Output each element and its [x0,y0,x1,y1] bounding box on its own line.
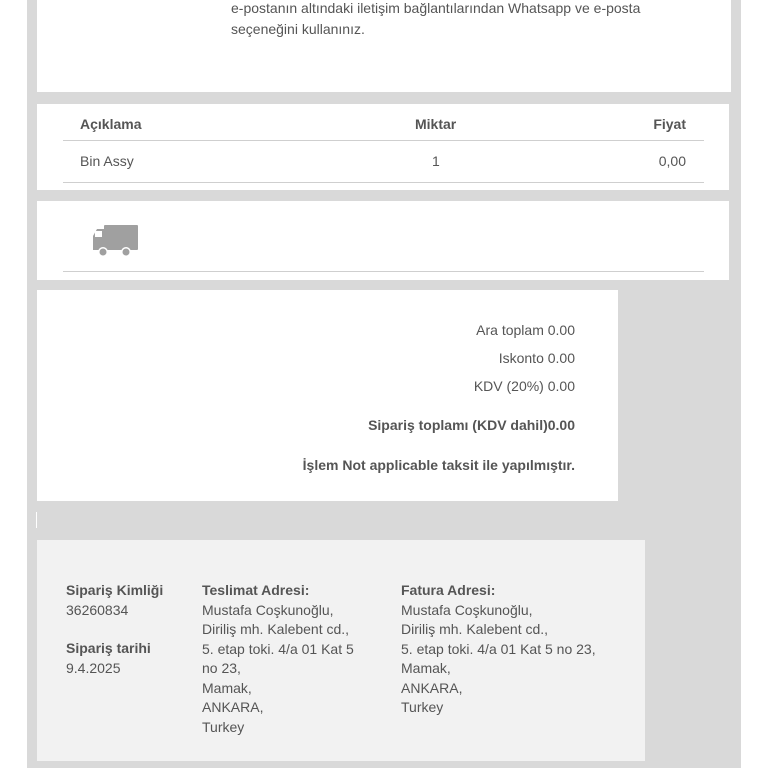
billing-address-line: ANKARA, [401,679,463,696]
discount: Iskonto 0.00 [498,350,575,366]
shipping-divider [63,271,704,272]
intro-text [231,0,701,40]
delivery-address-line: ANKARA, [202,699,264,715]
delivery-address-line: Mamak, [202,679,252,696]
header-price: Fiyat [653,116,686,132]
item-quantity: 1 [432,153,440,169]
billing-address-line: Diriliş mh. Kalebent cd., [401,621,549,637]
subtotal: Ara toplam 0.00 [476,322,575,338]
billing-address-line: Mamak, [401,660,451,676]
divider-mark [36,512,37,528]
delivery-address [202,581,387,737]
billing-address [401,581,641,718]
transaction-info: İşlem Not applicable taksit ile yapılmıştır. [302,457,575,473]
delivery-address-line: 5. etap toki. 4/a 01 Kat 5 [202,640,354,657]
item-description: Bin Assy [80,153,134,169]
truck-icon [92,223,138,264]
order-info-card [37,540,645,761]
header-quantity: Miktar [415,116,457,132]
order-date: 9.4.2025 [66,659,121,676]
intro-line-1: e-postanın altındaki iletişim bağlantılarından Whatsapp ve e-posta [231,0,641,16]
totals-card [37,290,618,501]
header-divider [63,140,704,141]
header-description: Açıklama [80,116,142,132]
delivery-address-label: Teslimat Adresi: [202,582,310,598]
order-id-label: Sipariş Kimliği [66,582,164,598]
intro-line-2: seçeneğini kullanınız. [231,21,365,37]
order-id: 36260834 [66,601,129,618]
item-price: 0,00 [658,153,686,169]
shipping-card [37,201,729,280]
items-table [37,104,729,190]
order-meta [66,581,163,678]
row-divider [63,182,704,183]
billing-address-line: Mustafa Coşkunoğlu, [401,601,533,618]
billing-address-line: Turkey [401,699,444,715]
billing-address-line: 5. etap toki. 4/a 01 Kat 5 no 23, [401,640,596,657]
vat: KDV (20%) 0.00 [473,378,575,394]
delivery-address-line: Turkey [202,718,245,735]
order-total: Sipariş toplamı (KDV dahil)0.00 [368,417,575,433]
intro-card [37,0,731,92]
delivery-address-line: Diriliş mh. Kalebent cd., [202,621,350,637]
delivery-address-line: no 23, [202,660,241,676]
billing-address-label: Fatura Adresi: [401,582,496,598]
delivery-address-line: Mustafa Coşkunoğlu, [202,601,334,618]
order-date-label: Sipariş tarihi [66,640,151,656]
